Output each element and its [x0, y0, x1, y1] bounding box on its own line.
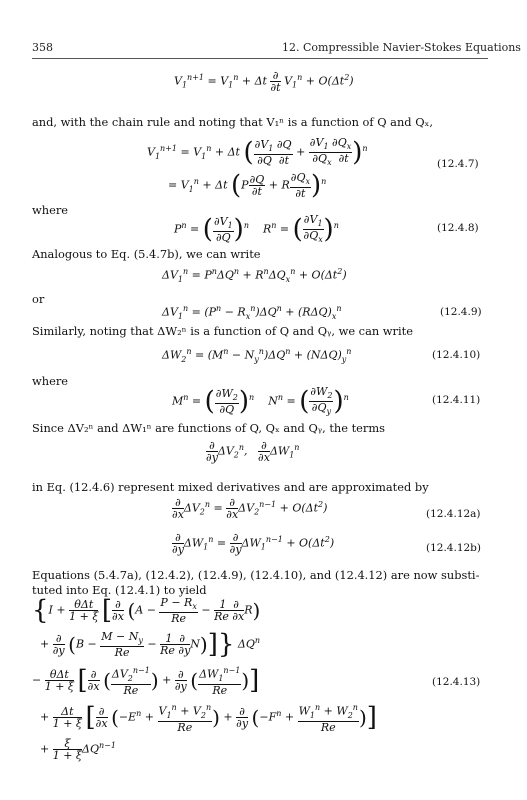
paragraph-equations-line2: tuted into Eq. (12.4.1) to yield [32, 583, 207, 597]
paragraph-where-1: where [32, 203, 69, 217]
equation-12-4-10: $\Delta W_2^n = (M^n - N_y^n)\Delta Q^n + (N\Delta Q)_y^n$ [162, 347, 352, 364]
header-rule [32, 58, 488, 59]
equation-12-4-11: $M^n$ = ( $\frac{\partial W_2}{\partial Q}$ )$^n$ $N^n$ = ( $\frac{\partial W_2}{\partial Q_y}$ )$^n$ [172, 385, 349, 417]
equation-number-12-4-8: (12.4.8) [437, 222, 479, 234]
equation-number-12-4-9: (12.4.9) [440, 306, 482, 318]
paragraph-chain-rule: and, with the chain rule and noting that V₁ⁿ is a function of Q and Qₓ, [32, 115, 434, 129]
equation-number-12-4-11: (12.4.11) [432, 394, 481, 406]
equation-12-4-13-line1: {I + $\frac{\text{θΔt}}{1 + \xi}$ [ $\frac{\partial}{\partial x}$ (A − $\frac{P - R_x}{Re}$ − $\frac{1 \partial}{Re \partial x}$ R) [32, 595, 261, 626]
equation-12-4-12a: $\frac{\partial}{\partial x}$ $\Delta V_2^n$ = $\frac{\partial}{\partial x}$ $\Delta V_2^{n-1} + O(\Delta t^2)$ [172, 496, 328, 521]
equation-12-4-9: $\Delta V_1^n = (P^n - R_x^n)\Delta Q^n + (R\Delta Q)_x^n$ [162, 304, 342, 321]
equation-mixed-terms: $\frac{\partial}{\partial y}$ $\Delta V_2^n$, $\frac{\partial}{\partial x}$ $\Delta W_1^n$ [206, 439, 300, 464]
equation-number-12-4-10: (12.4.10) [432, 349, 481, 361]
paragraph-or: or [32, 292, 45, 306]
equation-number-12-4-13: (12.4.13) [432, 676, 481, 688]
equation-delta-v1: $\Delta V_1^n = P^n\Delta Q^n + R^n\Delta Q_x^n + O(\Delta t^2)$ [162, 267, 347, 284]
equation-12-4-13-line4: + $\frac{\Delta t}{1 + \xi}$ [ $\frac{\partial}{\partial x}$ ($-E^n$ + $\frac{V_1^n + V_2^n}{Re}$ ) + $\frac{\partial}{\partial y}$ ($-F^n$ + $\frac{W_1^n + W_2^n}{Re}$ )] [40, 702, 377, 734]
equation-12-4-7-line2: = $V_1^n + \Delta t$ (P $\frac{\partial Q}{\partial t}$ + R $\frac{\partial Q_x}{\partial t}$ )$^n$ [168, 170, 327, 201]
paragraph-similarly: Similarly, noting that ΔW₂ⁿ is a function of Q and Qᵧ, we can write [32, 324, 413, 338]
paragraph-since: Since ΔV₂ⁿ and ΔW₁ⁿ are functions of Q, Qₓ and Qᵧ, the terms [32, 421, 386, 435]
equation-v1-update: $V_1^{n+1} = V_1^n + \Delta t$ $\frac{\partial}{\partial t}$ $V_1^n + O(\Delta t^2)$ [174, 69, 354, 94]
equation-12-4-13-line3: − $\frac{\text{θΔt}}{1 + \xi}$ [ $\frac{\partial}{\partial x}$ ( $\frac{\Delta V_2^{n-1}}{Re}$ ) + $\frac{\partial}{\partial y}$ ( $\frac{\Delta W_1^{n-1}}{Re}$ )] [32, 665, 260, 697]
equation-12-4-12b: $\frac{\partial}{\partial y}$ $\Delta W_1^n$ = $\frac{\partial}{\partial y}$ $\Delta W_1^{n-1} + O(\Delta t^2)$ [172, 531, 335, 556]
page-number: 358 [32, 41, 53, 54]
running-header: 12. Compressible Navier-Stokes Equations [282, 41, 521, 54]
equation-12-4-7-line1: $V_1^{n+1} = V_1^n + \Delta t$ ( $\frac{\partial V_1 \partial Q}{\partial Q \partial t}$ + $\frac{\partial V_1 \partial Q_x}{\partial Q_x \partial t}$ )$^n$ [147, 136, 368, 168]
paragraph-where-2: where [32, 374, 69, 388]
paragraph-equations-line1: Equations (5.4.7a), (12.4.2), (12.4.9), (12.4.10), and (12.4.12) are now substi- [32, 568, 480, 582]
paragraph-analogous: Analogous to Eq. (5.4.7b), we can write [32, 247, 261, 261]
equation-number-12-4-7: (12.4.7) [437, 158, 479, 170]
equation-12-4-8: $P^n$ = ( $\frac{\partial V_1}{\partial Q}$ )$^n$ $R^n$ = ( $\frac{\partial V_1}{\partial Q_x}$ )$^n$ [174, 213, 339, 245]
equation-number-12-4-12a: (12.4.12a) [426, 508, 481, 520]
equation-12-4-13-line5: + $\frac{\xi}{1 + \xi}$ $\Delta Q^{n-1}$ [40, 737, 116, 762]
equation-12-4-13-line2: + $\frac{\partial}{\partial y}$ (B − $\frac{M - N_y}{Re}$ − $\frac{1 \partial}{Re \partial y}$ N)]} $\Delta Q^n$ [40, 629, 261, 660]
paragraph-represent: in Eq. (12.4.6) represent mixed derivatives and are approximated by [32, 480, 429, 494]
equation-number-12-4-12b: (12.4.12b) [426, 542, 481, 554]
